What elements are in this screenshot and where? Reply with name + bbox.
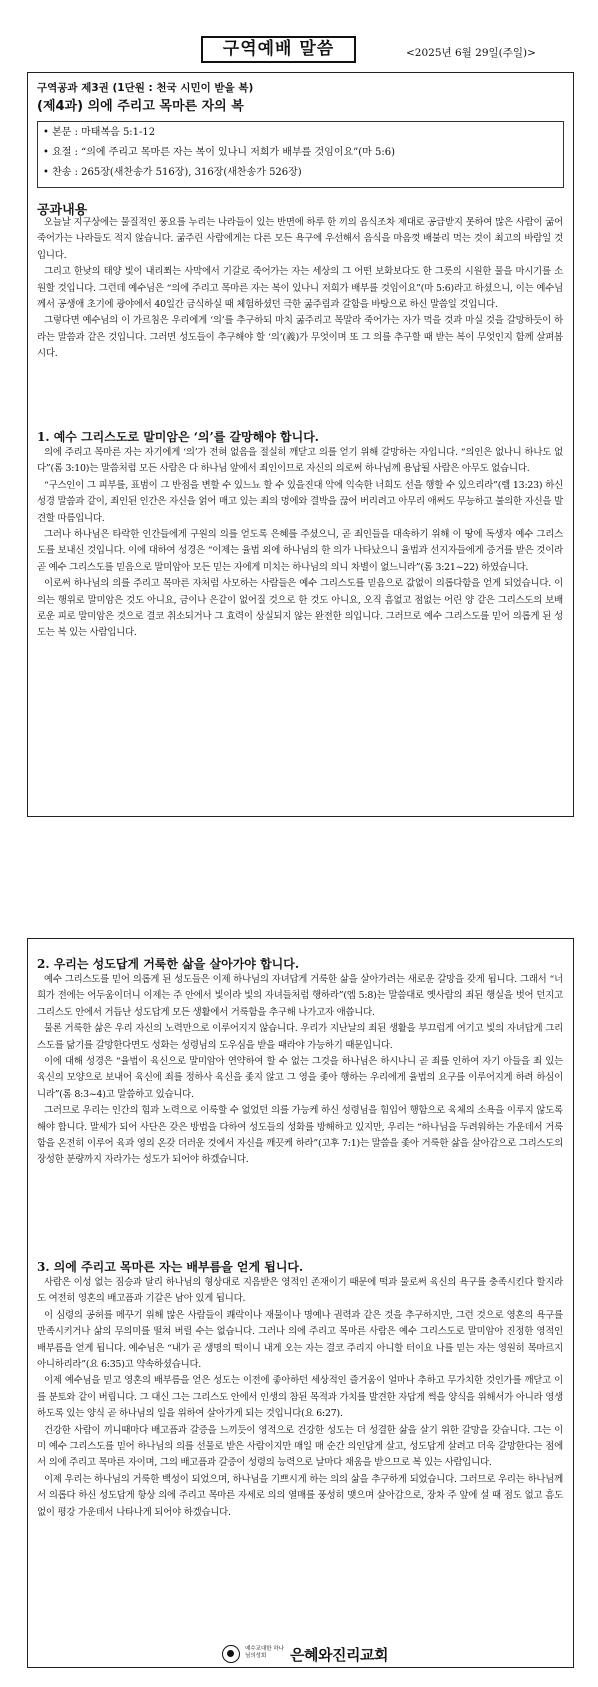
intro-paragraph: 오늘날 지구상에는 물질적인 풍요를 누리는 나라들이 있는 반면에 하루 한 끼의 음식조차 제대로 공급받지 못하여 많은 사람이 굶어 죽어가는 나라들도 적지 않습니다. 굶주린 사람에게는 다른 모든 욕구에 우선해서 음식을 마음껏 배불리 먹는 것이 최고의 바람일 것입니다.	[37, 217, 563, 261]
section-paragraph: 이에 대해 성경은 “율법이 육신으로 말미암아 연약하여 할 수 없는 그것을 하나님은 하시나니 곧 죄를 인하여 자기 아들을 죄 있는 육신의 모양으로 보내어 육신에 죄를 정하사 육신을 좇지 않고 그 영을 좇아 행하는 우리에게 율법의 요구를 이루어지게 하려 하심이니라”(롬 8:3~4)고 말씀하고 있습니다.	[37, 1056, 563, 1100]
section-paragraph: 사람은 이성 없는 짐승과 달리 하나님의 형상대로 지음받은 영적인 존재이기 때문에 떡과 물로써 육신의 욕구를 충족시킨다 할지라도 여전히 영혼의 배고픔과 기갈은 남아 있게 됩니다.	[37, 1277, 563, 1305]
intro-paragraph: 그리고 한낮의 태양 빛이 내리쬐는 사막에서 기갈로 죽어가는 자는 세상의 그 어떤 보화보다도 한 그릇의 시원한 물을 마시기를 소원할 것입니다. 그런데 예수님은 “의에 주리고 목마른 자는 복이 있나니 저희가 배부를 것임이요”(마 5:6)라고 하셨으니, 이는 예수님께서 공생애 초기에 광야에서 40일간 금식하실 때 체험하셨던 극한 굶주림과 갈함을 바탕으로 하신 말씀일 것입니다.	[37, 266, 563, 311]
section-heading-1: 1. 예수 그리스도로 말미암은 ‘의’를 갈망해야 합니다.	[37, 430, 319, 444]
section-paragraph: 이제 예수님을 믿고 영혼의 배부름을 얻은 성도는 이전에 좋아하던 세상적인 즐거움이 얼마나 추하고 무가치한 것인가를 깨닫고 이를 분토와 같이 버립니다. 그 대신 그는 그리스도 안에서 인생의 참된 목적과 가치를 발견한 자답게 썩을 양식을 위해서가 아니라 영생하도록 있는 양식 곧 하나님의 일을 위하여 살아가게 되는 것입니다(요 6:27).	[37, 1375, 563, 1420]
church-name: 은혜와진리교회	[290, 1646, 388, 1664]
intro-paragraph: 그렇다면 예수님의 이 가르침은 우리에게 ‘의’를 추구하되 마치 굶주리고 목말라 죽어가는 자가 먹을 것과 마실 것을 갈망하듯이 하라는 말씀과 같은 것입니다. 그러면 성도들이 추구해야 할 ‘의’(義)가 무엇이며 또 그 의를 추구할 때 받는 복이 무엇인지 함께 살펴봅시다.	[37, 315, 563, 360]
section-body-3	[37, 1275, 563, 1521]
church-seal-icon	[222, 1645, 240, 1663]
scripture-reference: • 본문 : 마태복음 5:1-12	[43, 127, 156, 138]
hymn-numbers: • 찬송 : 265장(새찬송가 516장), 316장(새찬송가 526장)	[43, 167, 302, 178]
section-body-2	[37, 972, 563, 1169]
intro-text	[37, 215, 563, 363]
section-paragraph: 이로써 하나님의 의를 주리고 목마른 자처럼 사모하는 사람들은 예수 그리스도를 믿음으로 값없이 의롭다함을 얻게 되었습니다. 이 의는 행위로 말미암은 것도 아니요, 금이나 은같이 없어질 것으로 한 것도 아니요, 오직 흠없고 점없는 어린 양 같은 그리스도의 보배로운 피로 말미암은 것으로 결코 취소되거나 그 효력이 상실되지 않는 완전한 의입니다. 그러므로 예수 그리스도를 믿어 의롭게 된 성도는 복 있는 사람입니다.	[37, 578, 563, 639]
page-title: 구역예배 말씀	[201, 36, 356, 63]
church-denomination: 예수교대한 하나님의성회	[245, 1646, 284, 1659]
lesson-box-page-1	[27, 72, 574, 817]
lesson-box-page-2	[27, 938, 574, 1668]
section-heading-3: 3. 의에 주리고 목마른 자는 배부름을 얻게 됩니다.	[37, 1260, 304, 1274]
lesson-info-box	[37, 121, 564, 188]
section-paragraph: 이 심령의 공허를 메꾸기 위해 많은 사람들이 쾌락이나 재물이나 명예나 권력과 같은 것을 추구하지만, 그런 것으로 영혼의 욕구를 만족시키거나 삶의 무의미를 떨쳐 버릴 수는 없습니다. 그러나 의에 주리고 목마른 사람은 예수 그리스도로 말미암아 진정한 영적인 배부름을 얻게 됩니다. 예수님은 “내가 곧 생명의 떡이니 내게 오는 자는 결코 주리지 아니할 터이요 나를 믿는 자는 영원히 목마르지 아니하리라”(요 6:35)고 약속하셨습니다.	[37, 1309, 563, 1371]
section-body-1	[37, 445, 563, 642]
section-paragraph: 물론 거룩한 삶은 우리 자신의 노력만으로 이루어지지 않습니다. 우리가 지난날의 죄된 생활을 부끄럽게 여기고 빛의 자녀답게 그리스도를 닮기를 갈망한다면도 성화는 성령님의 도우심을 받을 때라야 가능하기 때문입니다.	[37, 1023, 563, 1051]
section-paragraph: “구스인이 그 피부를, 표범이 그 반점을 변할 수 있느뇨 할 수 있을진대 악에 익숙한 너희도 선을 행할 수 있으리라”(렘 13:23) 하신 성경 말씀과 같이, 죄인된 인간은 자신을 얽어 매고 있는 죄의 멍에와 결박을 끊어 버리려고 아무리 애써도 무능하고 불의한 자신을 발견할 따름입니다.	[37, 479, 563, 524]
content-heading: 공과내용	[37, 203, 88, 218]
section-paragraph: 의에 주리고 목마른 자는 자기에게 ‘의’가 전혀 없음을 절실히 깨닫고 의를 얻기 위해 갈망하는 자입니다. “의인은 없나니 하나도 없다”(롬 3:10)는 말씀처럼 모든 사람은 다 하나님 앞에서 죄인이므로 자신의 의로써 하나님께 용납될 사람은 아무도 없습니다.	[37, 447, 563, 475]
section-paragraph: 예수 그리스도를 믿어 의롭게 된 성도들은 이제 하나님의 자녀답게 거룩한 삶을 살아가려는 새로운 갈망을 갖게 됩니다. 그래서 “너희가 전에는 어두움이더니 이제는 주 안에서 빛이라 빛의 자녀들처럼 행하라”(엡 5:8)는 말씀대로 옛사람의 죄된 행실을 벗어 던지고 그리스도 안에서 거듭난 성도답게 모든 생활에서 거룩함을 추구해 나가고자 애씁니다.	[37, 974, 563, 1018]
worship-date: <2025년 6월 29일(주일)>	[406, 47, 536, 59]
section-heading-2: 2. 우리는 성도답게 거룩한 삶을 살아가야 합니다.	[37, 957, 300, 971]
key-verse: • 요절 : “의에 주리고 목마른 자는 복이 있나니 저희가 배부를 것임이요”(마 5:6)	[43, 147, 396, 158]
lesson-title: (제4과) 의에 주리고 목마른 자의 복	[37, 99, 244, 114]
lesson-series: 구역공과 제3권 (1단원 : 천국 시민이 받을 복)	[37, 82, 254, 94]
section-paragraph: 그러나 하나님은 타락한 인간들에게 구원의 의를 얻도록 은혜를 주셨으니, 곧 죄인들을 대속하기 위해 이 땅에 독생자 예수 그리스도를 보내신 것입니다. 이에 대하여 성경은 “이제는 율법 외에 하나님의 한 의가 나타났으니 율법과 선지자들에게 증거를 받은 것이라 곧 예수 그리스도를 믿음으로 말미암아 모든 믿는 자에게 미치는 하나님의 의니 차별이 없느니라”(롬 3:21~22) 하였습니다.	[37, 529, 563, 573]
section-paragraph: 그러므로 우리는 인간의 힘과 노력으로 이룩할 수 없었던 의를 가능케 하신 성령님을 힘입어 행함으로 육체의 소욕을 이루지 않도록 해야 합니다. 말세가 되어 사단은 갖은 방법을 다하여 성도들의 성화를 방해하고 있지만, 우리는 “하나님을 두려워하는 가운데서 거룩함을 온전히 이루어 육과 영의 온갖 더러운 것에서 자신을 깨끗케 하라”(고후 7:1)는 말씀을 좇아 거룩한 삶을 살아감으로 그리스도의 장성한 분량까지 자라가는 성도가 되어야 하겠습니다.	[37, 1105, 563, 1166]
church-footer	[0, 1640, 598, 1670]
section-paragraph: 이제 우리는 하나님의 거룩한 백성이 되었으며, 하나님을 기쁘시게 하는 의의 삶을 추구하게 되었습니다. 그러므로 우리는 하나님께서 의롭다 하신 성도답게 항상 의에 주리고 목마른 자세로 의의 열매를 풍성히 맺으며 살아감으로, 장차 주 앞에 설 때 점도 없고 흠도 없이 평강 가운데서 나타나게 되어야 하겠습니다.	[37, 1473, 563, 1518]
page-header	[0, 0, 598, 70]
section-paragraph: 건강한 사람이 끼니때마다 배고픔과 갈증을 느끼듯이 영적으로 건강한 성도는 더 성결한 삶을 살기 위한 갈망을 갖습니다. 그는 이미 예수 그리스도를 믿어 하나님의 의를 선물로 받은 사람이지만 매일 매 순간 의인답게 살고, 성도답게 살려고 더욱 갈망한다는 점에서 의에 주리고 목마른 자이며, 그의 배고픔과 갈증이 성령의 능력으로 날마다 채움을 받으므로 복 있는 사람입니다.	[37, 1424, 563, 1469]
